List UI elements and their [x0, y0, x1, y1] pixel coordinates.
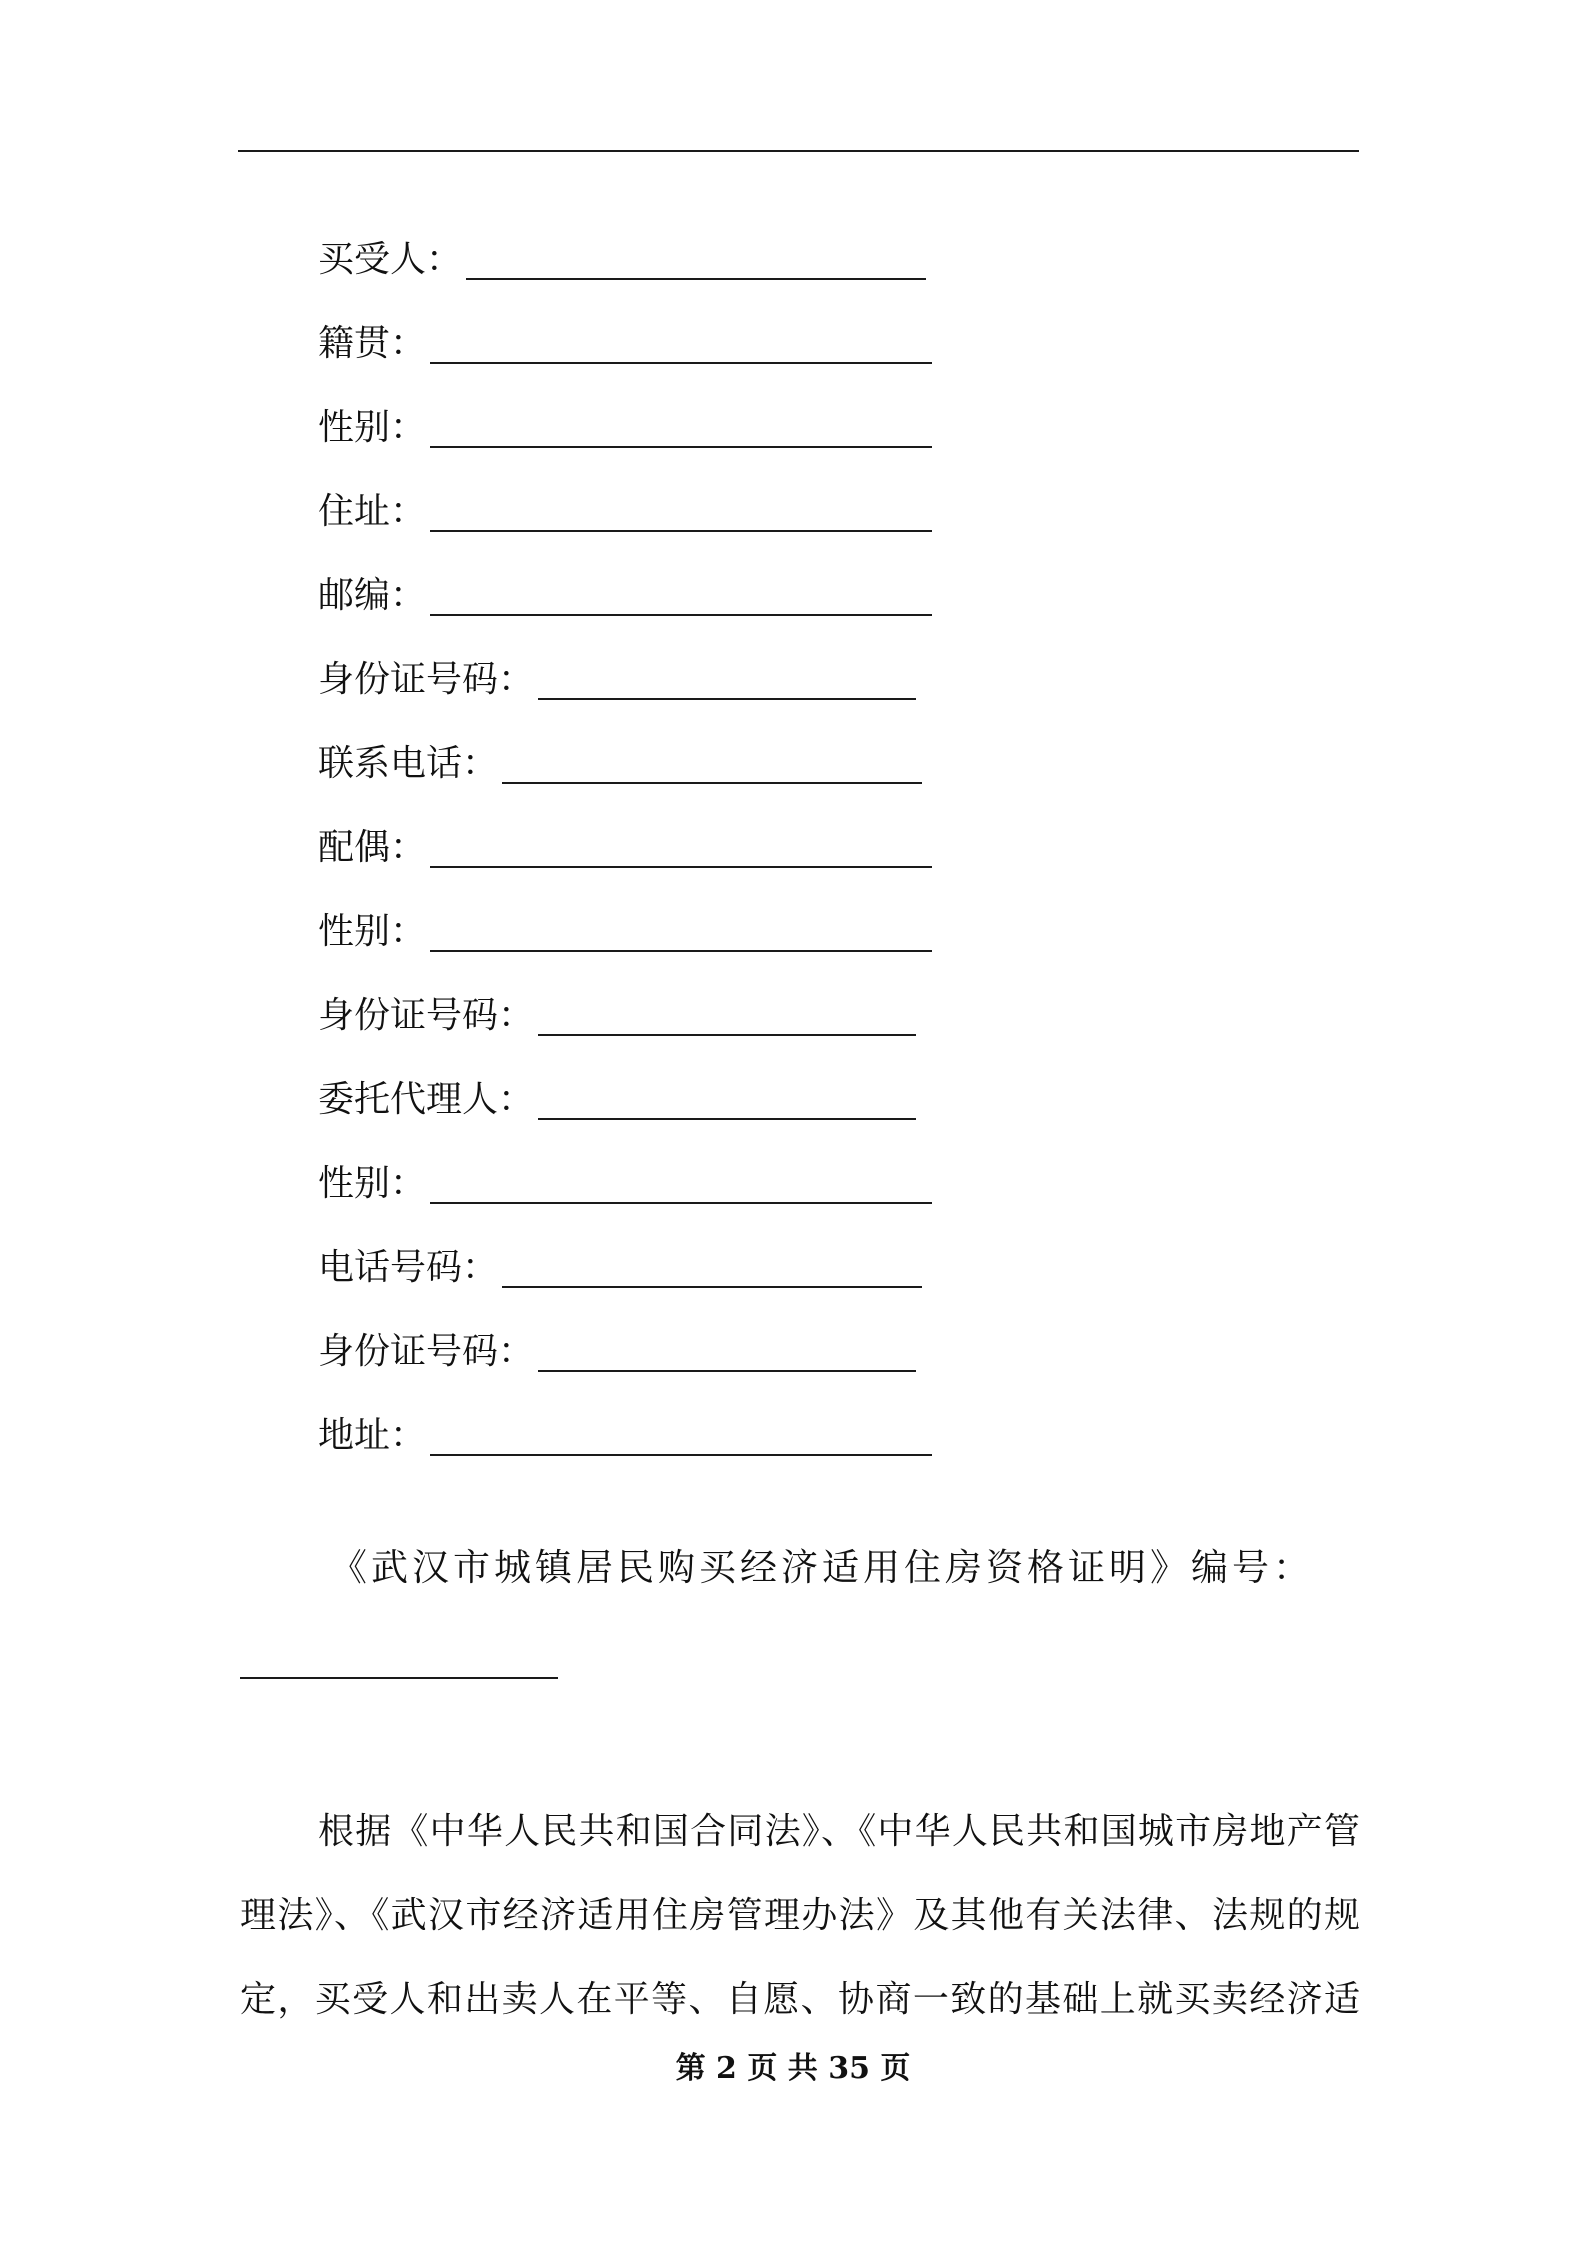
field-blank-line[interactable] [430, 412, 932, 448]
preamble-line: 根据《中华人民共和国合同法》、《中华人民共和国城市房地产管 [318, 1811, 1360, 1852]
field-label: 邮编： [318, 575, 427, 616]
field-blank-line[interactable] [430, 916, 932, 952]
field-buyer [318, 196, 932, 280]
field-spouse-id-number [318, 952, 932, 1036]
field-agent-phone [318, 1204, 932, 1288]
field-label: 联系电话： [318, 743, 499, 784]
page-number: 第 2 页 共 35 页 [675, 2051, 911, 2086]
certificate-number-label: 《武汉市城镇居民购买经济适用住房资格证明》编号： [330, 1546, 1314, 1589]
field-blank-line[interactable] [538, 1084, 916, 1120]
field-blank-line[interactable] [430, 496, 932, 532]
certificate-number-blank[interactable] [240, 1677, 558, 1679]
preamble-line: 理法》、《武汉市经济适用住房管理办法》及其他有关法律、法规的规 [240, 1895, 1360, 1936]
field-phone [318, 700, 932, 784]
field-address [318, 448, 932, 532]
field-label: 地址： [318, 1415, 427, 1456]
field-agent-address [318, 1372, 932, 1456]
header-rule [238, 150, 1359, 152]
field-spouse-gender [318, 868, 932, 952]
field-blank-line[interactable] [538, 1336, 916, 1372]
field-blank-line[interactable] [430, 1420, 932, 1456]
field-label: 身份证号码： [318, 995, 535, 1036]
field-label: 籍贯： [318, 323, 427, 364]
field-label: 身份证号码： [318, 659, 535, 700]
field-blank-line[interactable] [430, 328, 932, 364]
field-blank-line[interactable] [430, 832, 932, 868]
field-blank-line[interactable] [430, 1168, 932, 1204]
field-label: 性别： [318, 911, 427, 952]
field-id-number [318, 616, 932, 700]
field-agent [318, 1036, 932, 1120]
field-spouse [318, 784, 932, 868]
field-label: 委托代理人： [318, 1079, 535, 1120]
field-blank-line[interactable] [466, 244, 926, 280]
party-info-fields [318, 196, 932, 1456]
field-gender [318, 364, 932, 448]
preamble-line: 定，买受人和出卖人在平等、自愿、协商一致的基础上就买卖经济适 [240, 1979, 1360, 2020]
field-label: 买受人： [318, 239, 463, 280]
field-blank-line[interactable] [502, 748, 922, 784]
field-blank-line[interactable] [538, 664, 916, 700]
field-label: 配偶： [318, 827, 427, 868]
field-agent-gender [318, 1120, 932, 1204]
field-label: 性别： [318, 407, 427, 448]
field-blank-line[interactable] [430, 580, 932, 616]
field-label: 住址： [318, 491, 427, 532]
field-postcode [318, 532, 932, 616]
field-blank-line[interactable] [538, 1000, 916, 1036]
field-label: 性别： [318, 1163, 427, 1204]
field-blank-line[interactable] [502, 1252, 922, 1288]
field-agent-id-number [318, 1288, 932, 1372]
field-label: 电话号码： [318, 1247, 499, 1288]
field-native-place [318, 280, 932, 364]
contract-preamble [240, 1790, 1360, 2042]
field-label: 身份证号码： [318, 1331, 535, 1372]
